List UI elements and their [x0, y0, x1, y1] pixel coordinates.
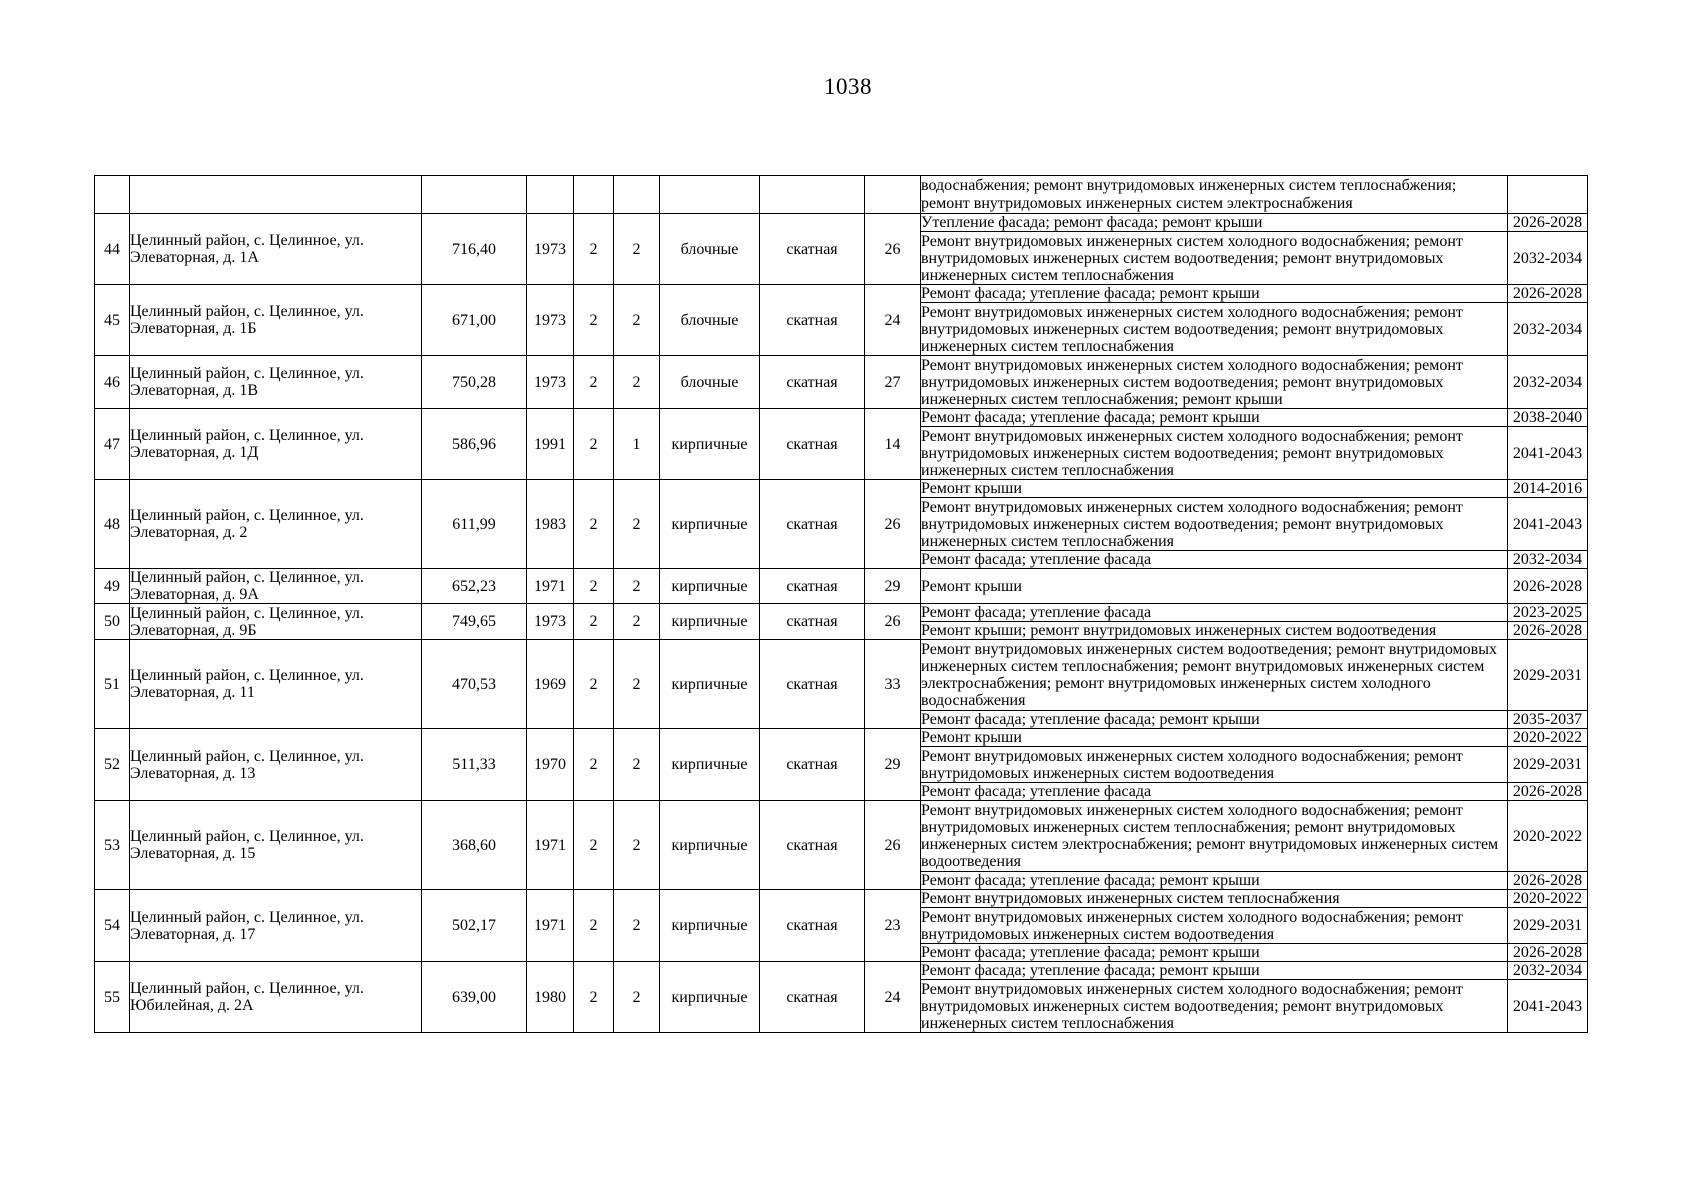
residents-cell: 29 — [865, 729, 921, 801]
roof-type-cell: скатная — [760, 409, 865, 480]
wall-material-cell: кирпичные — [660, 801, 760, 890]
entrances-cell: 2 — [614, 729, 660, 801]
empty-cell — [527, 176, 574, 214]
period-cell: 2038-2040 — [1508, 409, 1588, 427]
work-description-cell: Ремонт фасада; утепление фасада; ремонт крыши — [921, 944, 1508, 962]
wall-material-cell: кирпичные — [660, 409, 760, 480]
work-description-cell: Ремонт внутридомовых инженерных систем холодного водоснабжения; ремонт внутридомовых инженерных систем водоотведения — [921, 747, 1508, 783]
table-row — [95, 285, 1588, 303]
address-cell: Целинный район, с. Целинное, ул. Юбилейная, д. 2А — [130, 962, 422, 1033]
wall-material-cell: кирпичные — [660, 604, 760, 640]
year-cell: 1991 — [527, 409, 574, 480]
area-cell: 611,99 — [422, 480, 527, 569]
roof-type-cell: скатная — [760, 569, 865, 604]
work-description-cell: Ремонт фасада; утепление фасада; ремонт крыши — [921, 872, 1508, 890]
floors-cell: 2 — [574, 640, 614, 729]
wall-material-cell: кирпичные — [660, 640, 760, 729]
address-cell: Целинный район, с. Целинное, ул. Элеваторная, д. 11 — [130, 640, 422, 729]
wall-material-cell: блочные — [660, 285, 760, 356]
period-cell: 2023-2025 — [1508, 604, 1588, 622]
work-description-cell: Ремонт фасада; утепление фасада; ремонт крыши — [921, 711, 1508, 729]
period-cell: 2026-2028 — [1508, 622, 1588, 640]
empty-cell — [1508, 176, 1588, 214]
row-number: 44 — [95, 214, 130, 285]
address-cell: Целинный район, с. Целинное, ул. Элеваторная, д. 15 — [130, 801, 422, 890]
empty-cell — [760, 176, 865, 214]
roof-type-cell: скатная — [760, 640, 865, 729]
work-description-cell: Ремонт фасада; утепление фасада; ремонт крыши — [921, 962, 1508, 980]
empty-cell — [130, 176, 422, 214]
work-description-cell: Ремонт внутридомовых инженерных систем холодного водоснабжения; ремонт внутридомовых инженерных систем водоотведения; ремонт внутридомовых инженерных систем теплоснабжения — [921, 303, 1508, 356]
residents-cell: 26 — [865, 480, 921, 569]
empty-cell — [574, 176, 614, 214]
wall-material-cell: кирпичные — [660, 480, 760, 569]
entrances-cell: 2 — [614, 285, 660, 356]
period-cell: 2041-2043 — [1508, 498, 1588, 551]
year-cell: 1970 — [527, 729, 574, 801]
residents-cell: 26 — [865, 214, 921, 285]
row-number: 50 — [95, 604, 130, 640]
empty-cell — [660, 176, 760, 214]
period-cell: 2026-2028 — [1508, 783, 1588, 801]
address-cell: Целинный район, с. Целинное, ул. Элеваторная, д. 2 — [130, 480, 422, 569]
wall-material-cell: кирпичные — [660, 962, 760, 1033]
period-cell: 2020-2022 — [1508, 890, 1588, 908]
address-cell: Целинный район, с. Целинное, ул. Элеваторная, д. 1Д — [130, 409, 422, 480]
work-description-cell: Ремонт внутридомовых инженерных систем водоотведения; ремонт внутридомовых инженерных систем теплоснабжения; ремонт внутридомовых инженерных систем электроснабжения; ремонт внутридомовых инженерных систем холодного водоснабжения — [921, 640, 1508, 711]
period-cell: 2032-2034 — [1508, 232, 1588, 285]
address-cell: Целинный район, с. Целинное, ул. Элеваторная, д. 9Б — [130, 604, 422, 640]
table-row — [95, 729, 1588, 747]
address-cell: Целинный район, с. Целинное, ул. Элеваторная, д. 17 — [130, 890, 422, 962]
year-cell: 1980 — [527, 962, 574, 1033]
table-row — [95, 409, 1588, 427]
entrances-cell: 2 — [614, 480, 660, 569]
roof-type-cell: скатная — [760, 356, 865, 409]
address-cell: Целинный район, с. Целинное, ул. Элеваторная, д. 13 — [130, 729, 422, 801]
table-row — [95, 640, 1588, 711]
period-cell: 2041-2043 — [1508, 427, 1588, 480]
work-description-cell: Ремонт крыши — [921, 569, 1508, 604]
empty-cell — [95, 176, 130, 214]
empty-cell — [865, 176, 921, 214]
year-cell: 1983 — [527, 480, 574, 569]
entrances-cell: 2 — [614, 962, 660, 1033]
row-number: 49 — [95, 569, 130, 604]
period-cell: 2020-2022 — [1508, 729, 1588, 747]
period-cell: 2032-2034 — [1508, 303, 1588, 356]
address-cell: Целинный район, с. Целинное, ул. Элеваторная, д. 1А — [130, 214, 422, 285]
roof-type-cell: скатная — [760, 604, 865, 640]
table-row — [95, 356, 1588, 409]
table-row — [95, 214, 1588, 232]
period-cell: 2026-2028 — [1508, 214, 1588, 232]
year-cell: 1971 — [527, 890, 574, 962]
roof-type-cell: скатная — [760, 480, 865, 569]
work-description-cell: Ремонт фасада; утепление фасада — [921, 551, 1508, 569]
table-row — [95, 801, 1588, 872]
entrances-cell: 2 — [614, 640, 660, 729]
roof-type-cell: скатная — [760, 285, 865, 356]
residents-cell: 29 — [865, 569, 921, 604]
area-cell: 749,65 — [422, 604, 527, 640]
period-cell: 2020-2022 — [1508, 801, 1588, 872]
floors-cell: 2 — [574, 569, 614, 604]
period-cell: 2026-2028 — [1508, 944, 1588, 962]
area-cell: 639,00 — [422, 962, 527, 1033]
row-number: 55 — [95, 962, 130, 1033]
residents-cell: 26 — [865, 801, 921, 890]
floors-cell: 2 — [574, 962, 614, 1033]
table-row — [95, 604, 1588, 622]
work-description-cell: Ремонт фасада; утепление фасада — [921, 783, 1508, 801]
residents-cell: 23 — [865, 890, 921, 962]
wall-material-cell: блочные — [660, 214, 760, 285]
row-number: 47 — [95, 409, 130, 480]
period-cell: 2041-2043 — [1508, 980, 1588, 1033]
area-cell: 652,23 — [422, 569, 527, 604]
work-description-cell: Ремонт внутридомовых инженерных систем холодного водоснабжения; ремонт внутридомовых инженерных систем водоотведения; ремонт внутридомовых инженерных систем теплоснабжения — [921, 232, 1508, 285]
residents-cell: 24 — [865, 285, 921, 356]
wall-material-cell: кирпичные — [660, 569, 760, 604]
year-cell: 1971 — [527, 801, 574, 890]
table-row — [95, 890, 1588, 908]
area-cell: 750,28 — [422, 356, 527, 409]
period-cell: 2026-2028 — [1508, 285, 1588, 303]
year-cell: 1973 — [527, 604, 574, 640]
wall-material-cell: блочные — [660, 356, 760, 409]
work-description-cell: Ремонт фасада; утепление фасада; ремонт крыши — [921, 409, 1508, 427]
residents-cell: 26 — [865, 604, 921, 640]
year-cell: 1973 — [527, 285, 574, 356]
row-number: 46 — [95, 356, 130, 409]
floors-cell: 2 — [574, 285, 614, 356]
table-row — [95, 962, 1588, 980]
area-cell: 502,17 — [422, 890, 527, 962]
work-description-cell: Ремонт внутридомовых инженерных систем холодного водоснабжения; ремонт внутридомовых инженерных систем водоотведения; ремонт внутридомовых инженерных систем теплоснабжения — [921, 498, 1508, 551]
work-description-cell: Ремонт внутридомовых инженерных систем теплоснабжения — [921, 890, 1508, 908]
roof-type-cell: скатная — [760, 962, 865, 1033]
roof-type-cell: скатная — [760, 729, 865, 801]
row-number: 54 — [95, 890, 130, 962]
work-description-cell: Утепление фасада; ремонт фасада; ремонт крыши — [921, 214, 1508, 232]
period-cell: 2032-2034 — [1508, 962, 1588, 980]
work-description-cell: Ремонт фасада; утепление фасада — [921, 604, 1508, 622]
table-row-continuation — [95, 176, 1588, 214]
entrances-cell: 2 — [614, 214, 660, 285]
empty-cell — [422, 176, 527, 214]
entrances-cell: 2 — [614, 801, 660, 890]
row-number: 45 — [95, 285, 130, 356]
floors-cell: 2 — [574, 604, 614, 640]
year-cell: 1973 — [527, 356, 574, 409]
period-cell: 2032-2034 — [1508, 356, 1588, 409]
floors-cell: 2 — [574, 480, 614, 569]
table-row — [95, 480, 1588, 498]
row-number: 48 — [95, 480, 130, 569]
wall-material-cell: кирпичные — [660, 890, 760, 962]
floors-cell: 2 — [574, 801, 614, 890]
work-description-cell: Ремонт внутридомовых инженерных систем холодного водоснабжения; ремонт внутридомовых инженерных систем водоотведения — [921, 908, 1508, 944]
work-description-cell: Ремонт внутридомовых инженерных систем холодного водоснабжения; ремонт внутридомовых инженерных систем водоотведения; ремонт внутридомовых инженерных систем теплоснабжения; ремонт крыши — [921, 356, 1508, 409]
period-cell: 2014-2016 — [1508, 480, 1588, 498]
page-number: 1038 — [824, 74, 872, 99]
work-description-cell: Ремонт крыши — [921, 480, 1508, 498]
work-description-cell: водоснабжения; ремонт внутридомовых инженерных систем теплоснабжения; ремонт внутридомовых инженерных систем электроснабжения — [921, 176, 1508, 214]
work-description-cell: Ремонт внутридомовых инженерных систем холодного водоснабжения; ремонт внутридомовых инженерных систем водоотведения; ремонт внутридомовых инженерных систем теплоснабжения — [921, 427, 1508, 480]
residents-cell: 33 — [865, 640, 921, 729]
residents-cell: 24 — [865, 962, 921, 1033]
work-description-cell: Ремонт крыши — [921, 729, 1508, 747]
entrances-cell: 2 — [614, 356, 660, 409]
residents-cell: 27 — [865, 356, 921, 409]
floors-cell: 2 — [574, 409, 614, 480]
table-row — [95, 569, 1588, 604]
floors-cell: 2 — [574, 729, 614, 801]
row-number: 53 — [95, 801, 130, 890]
table-body — [95, 176, 1588, 1033]
period-cell: 2035-2037 — [1508, 711, 1588, 729]
work-description-cell: Ремонт внутридомовых инженерных систем холодного водоснабжения; ремонт внутридомовых инженерных систем теплоснабжения; ремонт внутридомовых инженерных систем электроснабжения; ремонт внутридомовых инженерных систем водоотведения — [921, 801, 1508, 872]
roof-type-cell: скатная — [760, 214, 865, 285]
residents-cell: 14 — [865, 409, 921, 480]
entrances-cell: 2 — [614, 569, 660, 604]
address-cell: Целинный район, с. Целинное, ул. Элеваторная, д. 1Б — [130, 285, 422, 356]
period-cell: 2029-2031 — [1508, 640, 1588, 711]
area-cell: 368,60 — [422, 801, 527, 890]
address-cell: Целинный район, с. Целинное, ул. Элеваторная, д. 1В — [130, 356, 422, 409]
roof-type-cell: скатная — [760, 801, 865, 890]
address-cell: Целинный район, с. Целинное, ул. Элеваторная, д. 9А — [130, 569, 422, 604]
period-cell: 2026-2028 — [1508, 569, 1588, 604]
work-description-cell: Ремонт внутридомовых инженерных систем холодного водоснабжения; ремонт внутридомовых инженерных систем водоотведения; ремонт внутридомовых инженерных систем теплоснабжения — [921, 980, 1508, 1033]
period-cell: 2026-2028 — [1508, 872, 1588, 890]
year-cell: 1973 — [527, 214, 574, 285]
row-number: 51 — [95, 640, 130, 729]
wall-material-cell: кирпичные — [660, 729, 760, 801]
period-cell: 2032-2034 — [1508, 551, 1588, 569]
empty-cell — [614, 176, 660, 214]
floors-cell: 2 — [574, 214, 614, 285]
entrances-cell: 2 — [614, 604, 660, 640]
year-cell: 1971 — [527, 569, 574, 604]
entrances-cell: 2 — [614, 890, 660, 962]
row-number: 52 — [95, 729, 130, 801]
period-cell: 2029-2031 — [1508, 747, 1588, 783]
area-cell: 716,40 — [422, 214, 527, 285]
roof-type-cell: скатная — [760, 890, 865, 962]
housing-repair-table — [94, 175, 1588, 1033]
work-description-cell: Ремонт крыши; ремонт внутридомовых инженерных систем водоотведения — [921, 622, 1508, 640]
area-cell: 511,33 — [422, 729, 527, 801]
work-description-cell: Ремонт фасада; утепление фасада; ремонт крыши — [921, 285, 1508, 303]
floors-cell: 2 — [574, 356, 614, 409]
period-cell: 2029-2031 — [1508, 908, 1588, 944]
floors-cell: 2 — [574, 890, 614, 962]
area-cell: 470,53 — [422, 640, 527, 729]
area-cell: 671,00 — [422, 285, 527, 356]
entrances-cell: 1 — [614, 409, 660, 480]
area-cell: 586,96 — [422, 409, 527, 480]
year-cell: 1969 — [527, 640, 574, 729]
